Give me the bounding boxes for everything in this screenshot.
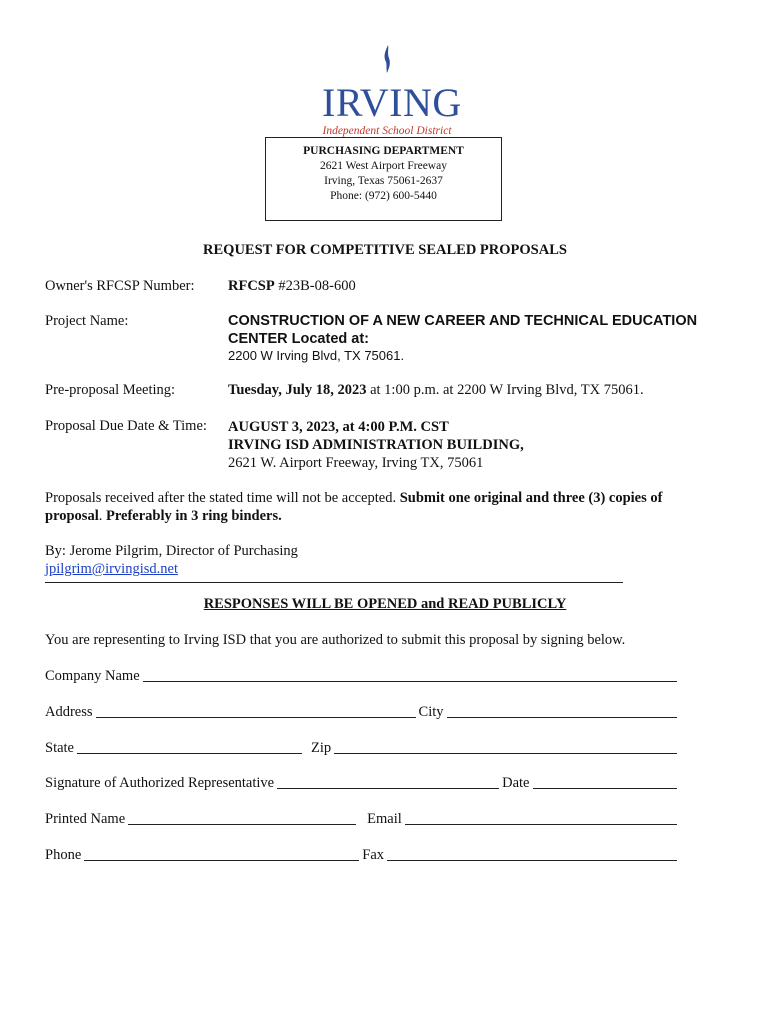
- notice-text-3: proposal: [45, 508, 99, 524]
- rfcsp-label: Owner's RFCSP Number:: [45, 278, 195, 294]
- rfcsp-number: [228, 278, 356, 295]
- address-line-1: 2621 West Airport Freeway: [320, 160, 447, 172]
- printed-name-field[interactable]: [128, 812, 356, 825]
- notice-text-4: .: [98, 508, 106, 524]
- divider-rule: [45, 582, 623, 583]
- purchasing-address-box: [265, 137, 502, 221]
- responses-heading: RESPONSES WILL BE OPENED and READ PUBLICLY: [203, 596, 567, 612]
- contact-name: By: Jerome Pilgrim, Director of Purchasing: [45, 543, 298, 559]
- torch-flame-icon: [377, 44, 397, 74]
- document-title: REQUEST FOR COMPETITIVE SEALED PROPOSALS: [203, 242, 567, 258]
- contact-email-link[interactable]: jpilgrim@irvingisd.net: [45, 561, 178, 577]
- zip-label: Zip: [311, 740, 332, 756]
- meeting-label: Pre-proposal Meeting:: [45, 382, 176, 398]
- address-line-2: Irving, Texas 75061-2637: [324, 175, 443, 187]
- printed-name-label: Printed Name: [45, 811, 126, 827]
- notice-text-1: Proposals received after the stated time will not be accepted.: [45, 490, 400, 506]
- project-name: [228, 312, 697, 348]
- logo-wordmark: IRVING: [322, 80, 462, 125]
- printed-email-row: [45, 811, 680, 828]
- city-label: City: [418, 704, 444, 720]
- fax-label: Fax: [362, 847, 384, 863]
- phone-fax-row: [45, 847, 680, 864]
- fax-field[interactable]: [387, 848, 677, 861]
- address-row: [45, 704, 680, 721]
- signature-row: [45, 775, 680, 792]
- email-label: Email: [367, 811, 402, 827]
- state-field[interactable]: [77, 741, 302, 754]
- phone-line: Phone: (972) 600-5440: [330, 190, 437, 202]
- city-field[interactable]: [447, 705, 677, 718]
- signature-field[interactable]: [277, 776, 499, 789]
- company-name-row: [45, 668, 680, 685]
- submission-notice: [45, 489, 705, 525]
- date-field[interactable]: [533, 776, 678, 789]
- meeting-details: [228, 382, 644, 399]
- address-field[interactable]: [96, 705, 416, 718]
- notice-text-2: Submit one original and three (3) copies of: [399, 490, 663, 506]
- company-name-field[interactable]: [143, 669, 677, 682]
- address-label: Address: [45, 704, 93, 720]
- meeting-rest: at 1:00 p.m. at 2200 W Irving Blvd, TX 75061.: [366, 382, 644, 398]
- zip-field[interactable]: [334, 741, 677, 754]
- due-datetime: AUGUST 3, 2023, at 4:00 P.M. CST: [228, 419, 449, 435]
- logo-subtitle: Independent School District: [322, 125, 452, 137]
- phone-label: Phone: [45, 847, 82, 863]
- due-address: 2621 W. Airport Freeway, Irving TX, 75061: [228, 455, 484, 471]
- email-field[interactable]: [405, 812, 677, 825]
- due-building: IRVING ISD ADMINISTRATION BUILDING,: [228, 437, 524, 453]
- state-zip-row: [45, 740, 680, 757]
- phone-field[interactable]: [84, 848, 359, 861]
- project-line-1: CONSTRUCTION OF A NEW CAREER AND TECHNICAL EDUCATION: [228, 313, 698, 329]
- state-label: State: [45, 740, 74, 756]
- rfcsp-prefix: RFCSP: [228, 278, 275, 294]
- signature-label: Signature of Authorized Representative: [45, 775, 275, 791]
- rfcsp-value: #23B-08-600: [274, 278, 356, 294]
- date-label: Date: [502, 775, 530, 791]
- notice-text-5: Preferably in 3 ring binders.: [105, 508, 282, 524]
- representation-statement: You are representing to Irving ISD that you are authorized to submit this proposal by signing below.: [45, 632, 626, 648]
- irving-isd-logo: [322, 44, 462, 137]
- project-label: Project Name:: [45, 313, 129, 329]
- project-location: 2200 W Irving Blvd, TX 75061.: [228, 348, 405, 363]
- department-name: PURCHASING DEPARTMENT: [303, 145, 464, 157]
- meeting-date: Tuesday, July 18, 2023: [228, 382, 367, 398]
- project-line-2: CENTER Located at:: [228, 331, 369, 347]
- company-name-label: Company Name: [45, 668, 140, 684]
- due-details: [228, 418, 524, 472]
- due-label: Proposal Due Date & Time:: [45, 418, 207, 434]
